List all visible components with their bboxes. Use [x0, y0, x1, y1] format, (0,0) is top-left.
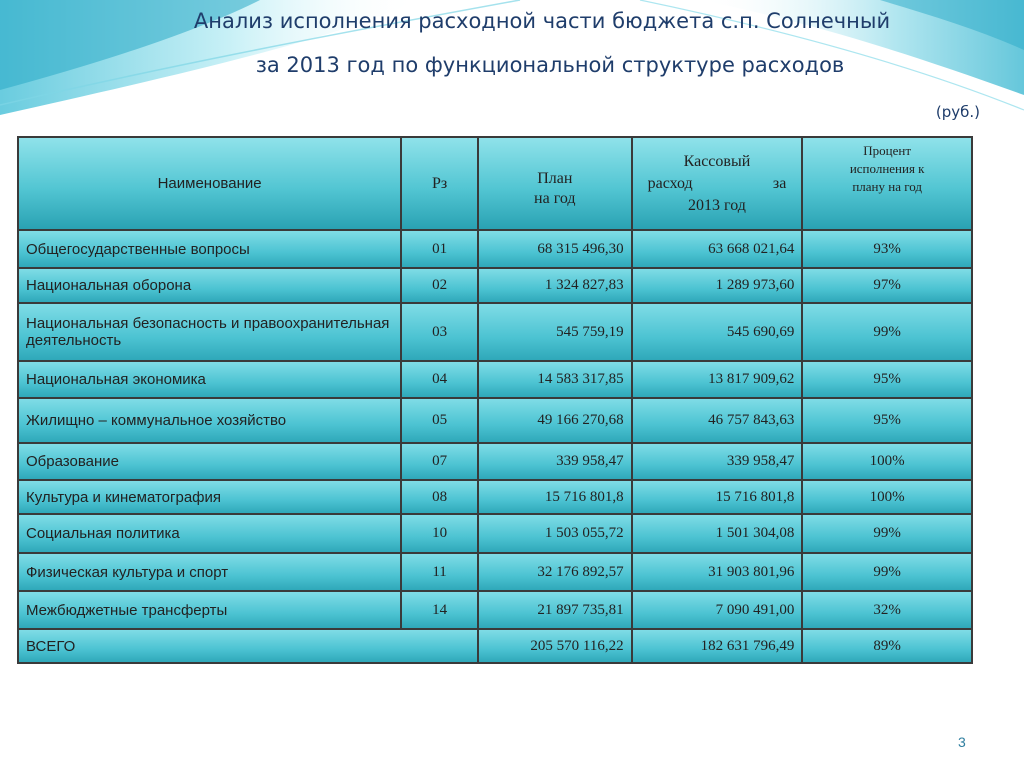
- header-code: Рз: [401, 137, 478, 230]
- row-plan: 32 176 892,57: [478, 553, 632, 591]
- row-plan: 15 716 801,8: [478, 480, 632, 514]
- header-cash-line2b: за: [772, 174, 787, 192]
- row-percent: 95%: [802, 361, 972, 398]
- row-percent: 100%: [802, 443, 972, 480]
- row-percent: 97%: [802, 268, 972, 303]
- row-name: Национальная оборона: [18, 268, 401, 303]
- row-plan: 68 315 496,30: [478, 230, 632, 268]
- row-plan: 14 583 317,85: [478, 361, 632, 398]
- table-row: [18, 361, 972, 398]
- header-percent: [802, 137, 972, 230]
- row-percent: 99%: [802, 553, 972, 591]
- table-row: [18, 268, 972, 303]
- row-percent: 93%: [802, 230, 972, 268]
- row-plan: 545 759,19: [478, 303, 632, 361]
- row-code: 08: [401, 480, 478, 514]
- row-plan: 21 897 735,81: [478, 591, 632, 629]
- row-code: 03: [401, 303, 478, 361]
- header-cash: [632, 137, 803, 230]
- header-plan-line2: на год: [534, 189, 576, 207]
- header-cash-line1: Кассовый: [683, 152, 751, 170]
- row-cash: 31 903 801,96: [632, 553, 803, 591]
- page-number: 3: [958, 734, 966, 750]
- row-cash: 63 668 021,64: [632, 230, 803, 268]
- total-name: ВСЕГО: [18, 629, 478, 663]
- row-code: 02: [401, 268, 478, 303]
- row-cash: 46 757 843,63: [632, 398, 803, 443]
- row-code: 10: [401, 514, 478, 553]
- table-row: [18, 591, 972, 629]
- row-percent: 99%: [802, 303, 972, 361]
- row-cash: 545 690,69: [632, 303, 803, 361]
- header-cash-line2a: расход: [647, 174, 693, 192]
- row-code: 07: [401, 443, 478, 480]
- row-cash: 13 817 909,62: [632, 361, 803, 398]
- slide-title-line-1: Анализ исполнения расходной части бюджета с.п. Солнечный: [193, 9, 891, 33]
- row-cash: 1 501 304,08: [632, 514, 803, 553]
- slide-title-line-2: за 2013 год по функциональной структуре расходов: [255, 53, 845, 77]
- row-cash: 15 716 801,8: [632, 480, 803, 514]
- table-header-row: [18, 137, 972, 230]
- table-row: [18, 230, 972, 268]
- row-name: Жилищно – коммунальное хозяйство: [18, 398, 401, 443]
- row-plan: 1 503 055,72: [478, 514, 632, 553]
- header-plan-line1: План: [537, 169, 573, 187]
- table-row: [18, 303, 972, 361]
- table-row: [18, 480, 972, 514]
- row-name: Общегосударственные вопросы: [18, 230, 401, 268]
- header-pct-line2: исполнения к: [849, 161, 925, 176]
- row-cash: 339 958,47: [632, 443, 803, 480]
- row-code: 04: [401, 361, 478, 398]
- table-row: [18, 514, 972, 553]
- row-plan: 1 324 827,83: [478, 268, 632, 303]
- row-code: 05: [401, 398, 478, 443]
- row-name: Национальная экономика: [18, 361, 401, 398]
- table-row: [18, 553, 972, 591]
- row-plan: 49 166 270,68: [478, 398, 632, 443]
- table-row: [18, 398, 972, 443]
- row-plan: 339 958,47: [478, 443, 632, 480]
- row-name: Культура и кинематография: [18, 480, 401, 514]
- table-row: [18, 443, 972, 480]
- budget-execution-table: [17, 136, 973, 664]
- row-name: Социальная политика: [18, 514, 401, 553]
- header-pct-line3: плану на год: [852, 179, 922, 194]
- row-code: 14: [401, 591, 478, 629]
- total-plan: 205 570 116,22: [478, 629, 632, 663]
- row-code: 11: [401, 553, 478, 591]
- row-percent: 99%: [802, 514, 972, 553]
- row-name: Физическая культура и спорт: [18, 553, 401, 591]
- header-cash-line3: 2013 год: [688, 196, 746, 214]
- table-total-row: [18, 629, 972, 663]
- row-percent: 32%: [802, 591, 972, 629]
- row-code: 01: [401, 230, 478, 268]
- row-percent: 95%: [802, 398, 972, 443]
- total-percent: 89%: [802, 629, 972, 663]
- row-name: Межбюджетные трансферты: [18, 591, 401, 629]
- row-name: Национальная безопасность и правоохранительная деятельность: [18, 303, 401, 361]
- row-percent: 100%: [802, 480, 972, 514]
- header-name: Наименование: [18, 137, 401, 230]
- row-name: Образование: [18, 443, 401, 480]
- header-plan: [478, 137, 632, 230]
- row-cash: 7 090 491,00: [632, 591, 803, 629]
- currency-unit-label: (руб.): [935, 103, 980, 121]
- total-cash: 182 631 796,49: [632, 629, 803, 663]
- header-pct-line1: Процент: [863, 143, 912, 158]
- row-cash: 1 289 973,60: [632, 268, 803, 303]
